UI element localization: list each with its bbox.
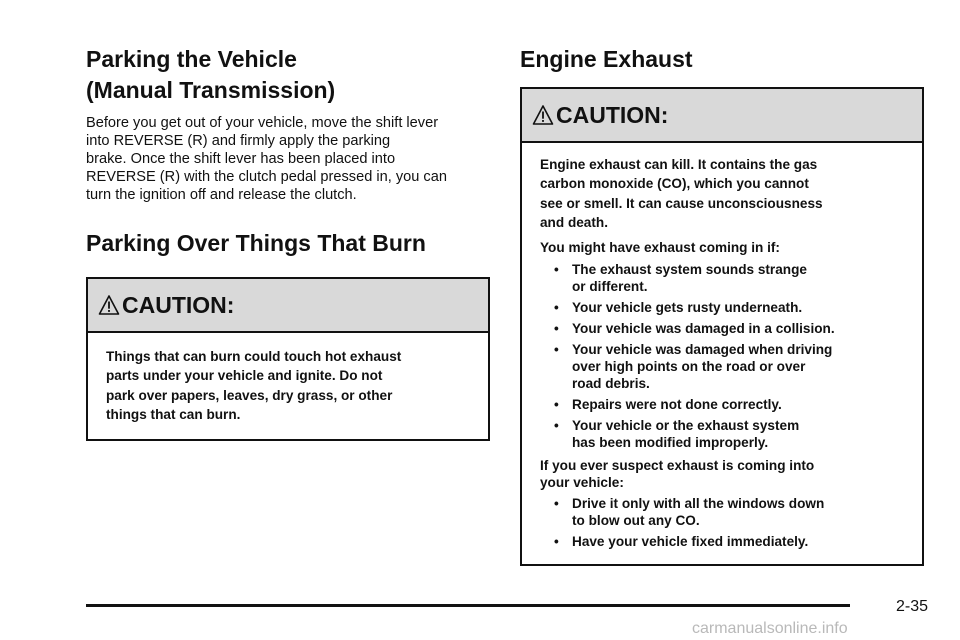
caution-line: park over papers, leaves, dry grass, or other	[106, 387, 393, 403]
list-item-line: Drive it only with all the windows down	[572, 496, 825, 512]
list-item	[554, 341, 904, 392]
right-column	[520, 44, 924, 566]
list-item-line: or different.	[572, 279, 648, 295]
caution-line: Things that can burn could touch hot exhaust	[106, 349, 402, 364]
list-item-line: Your vehicle was damaged in a collision.	[572, 321, 835, 337]
heading-line: Parking the Vehicle	[86, 46, 297, 72]
paragraph-line: Before you get out of your vehicle, move the shift lever	[86, 115, 439, 131]
list-item	[554, 320, 904, 337]
bullet-glyph: •	[554, 418, 559, 434]
bullet-glyph: •	[554, 397, 559, 413]
list-item-line: road debris.	[572, 376, 650, 392]
bullet-glyph: •	[554, 534, 559, 550]
list-intro-line: your vehicle:	[540, 475, 624, 491]
bullet-glyph: •	[554, 321, 559, 337]
caution-body	[522, 143, 922, 564]
list-item	[554, 396, 904, 413]
list-item	[554, 533, 904, 550]
bullet-glyph: •	[554, 342, 559, 358]
watermark-text: carmanualsonline.info	[692, 620, 848, 637]
caution-box-exhaust	[520, 87, 924, 566]
heading-engine-exhaust: Engine Exhaust	[520, 46, 693, 72]
list-item-line: Repairs were not done correctly.	[572, 397, 782, 413]
bullet-glyph: •	[554, 300, 559, 316]
caution-label: CAUTION:	[556, 101, 669, 128]
paragraph-line: turn the ignition off and release the clutch.	[86, 187, 357, 203]
exhaust-actions-list	[540, 495, 904, 550]
list-item-line: The exhaust system sounds strange	[572, 262, 807, 278]
paragraph-line: into REVERSE (R) and firmly apply the parking	[86, 133, 391, 149]
caution-label: CAUTION:	[122, 291, 235, 318]
caution-line: things that can burn.	[106, 407, 241, 423]
caution-box-burn	[86, 277, 490, 441]
left-column	[86, 44, 490, 441]
list-intro	[540, 457, 904, 491]
list-item-line: has been modified improperly.	[572, 435, 769, 451]
heading-line: (Manual Transmission)	[86, 77, 336, 103]
exhaust-signs-list	[540, 261, 904, 451]
list-item	[554, 299, 904, 316]
list-item	[554, 261, 904, 295]
warning-triangle-icon	[532, 104, 554, 126]
heading-parking-manual	[86, 44, 490, 106]
list-item-line: to blow out any CO.	[572, 513, 700, 529]
caution-line: and death.	[540, 215, 608, 231]
bullet-glyph: •	[554, 262, 559, 278]
caution-line: carbon monoxide (CO), which you cannot	[540, 176, 809, 192]
caution-header	[522, 89, 922, 143]
list-intro-line: If you ever suspect exhaust is coming into	[540, 458, 815, 474]
caution-line: parts under your vehicle and ignite. Do not	[106, 368, 383, 384]
warning-triangle-icon	[98, 294, 120, 316]
bullet-glyph: •	[554, 496, 559, 512]
footer-rule	[86, 604, 850, 607]
list-item-line: over high points on the road or over	[572, 359, 806, 375]
list-item-line: Your vehicle or the exhaust system	[572, 418, 800, 434]
caution-intro	[540, 155, 904, 233]
list-item	[554, 417, 904, 451]
caution-line: see or smell. It can cause unconsciousness	[540, 195, 823, 211]
heading-parking-burn: Parking Over Things That Burn	[86, 230, 426, 256]
caution-header	[88, 279, 488, 333]
list-item-line: Your vehicle was damaged when driving	[572, 342, 833, 358]
paragraph-line: REVERSE (R) with the clutch pedal pressed in, you can	[86, 169, 447, 185]
caution-body	[88, 333, 488, 439]
page-number: 2-35	[896, 598, 929, 615]
list-item	[554, 495, 904, 529]
parking-paragraph	[86, 114, 490, 204]
list-item-line: Have your vehicle fixed immediately.	[572, 534, 809, 550]
list-intro: You might have exhaust coming in if:	[540, 239, 780, 255]
list-item-line: Your vehicle gets rusty underneath.	[572, 300, 803, 316]
paragraph-line: brake. Once the shift lever has been placed into	[86, 151, 396, 167]
caution-line: Engine exhaust can kill. It contains the gas	[540, 157, 818, 172]
